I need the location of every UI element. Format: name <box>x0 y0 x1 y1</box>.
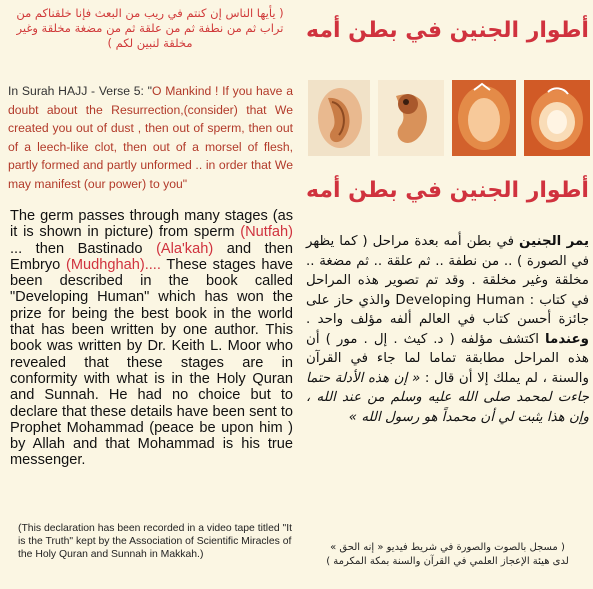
term-alakah: (Ala'kah) <box>156 240 214 257</box>
arabic-quote: « إن هذه الأدلة حتما جاءت لمحمد صلى الله عليه وسلم من عند الله ، وإن هذا يثبت لي أن محمداً هو رسول الله » <box>306 370 589 425</box>
body-text-3: and then Embryo <box>10 240 294 273</box>
embryo-stage-4-image <box>524 80 590 156</box>
page-title-arabic: أطوار الجنين في بطن أمه <box>306 18 589 43</box>
arabic-body <box>306 232 589 427</box>
arabic-text-3: اكتشف مؤلفه ( د. كيث . إل . مور ) أن هذه المراحل مطابقة تماما لما جاء في القرآن والسنة ، لم يملك إلا أن قال : <box>306 331 589 386</box>
arabic-bold-lead-1: يمر الجنين <box>519 234 589 249</box>
arabic-bold-lead-2: وعندما <box>545 331 589 347</box>
section-title-arabic: أطوار الجنين في بطن أمه <box>306 178 589 203</box>
embryo-stage-3-image <box>452 80 516 156</box>
arabic-text-1: في بطن أمه بعدة مراحل ( كما يظهر في الصورة ) .. من نطفة .. ثم علقة .. ثم مضغة .. مخلقة وغير مخلقة . <box>306 234 589 288</box>
quran-quote-arabic: ( يأيها الناس إن كنتم في ريب من البعث فإنا خلقناكم من تراب ثم من نطفة ثم من علقة ثم من مضغة مخلقة وغير مخلقة لنبين لكم ) <box>16 6 284 50</box>
term-nutfah: (Nutfah) <box>240 224 293 241</box>
term-mudhghah: (Mudhghah).... <box>66 256 161 273</box>
body-text-4: These stages have been described in the book called "Developing Human" which has won the prize for being the best book in the world that has been written by one author. This book was written by Dr. Keith L. Moor who revealed that these stages are in conformity with what is in the Holy Quran and Sunnah. He had no choice but to declare that these details have been sent to Prophet Mohammad (peace be upon him ) by Allah and that Mohammad is his true messenger. <box>10 256 293 469</box>
body-text-1: The germ passes through many stages (as it is shown in picture) from sperm <box>10 208 293 241</box>
verse-text: O Mankind ! If you have a doubt about the Resurrection,(consider) that We created you out of dust , then out of sperm, then out of a leech-like clot, then out of a morsel of flesh, partly formed and partly unformed .. in order that We may manifest (our power) to you" <box>8 84 293 191</box>
english-body <box>10 208 293 469</box>
embryo-stage-2-image <box>378 80 444 156</box>
arabic-source-line-1: ( مسجل بالصوت والصورة في شريط فيديو « إنه الحق » <box>330 542 565 553</box>
arabic-source-note <box>306 541 589 569</box>
embryo-stages-images <box>308 80 590 160</box>
verse-lead: In Surah HAJJ - Verse 5: " <box>8 84 152 98</box>
arabic-source-line-2: لدى هيئة الإعجاز العلمي في القرآن والسنة بمكة المكرمة ) <box>326 556 569 567</box>
declaration-note: (This declaration has been recorded in a video tape titled "It is the Truth" kept by the Association of Scientific Miracles of the Holy Quran and Sunnah in Makkah.) <box>18 523 293 560</box>
verse-translation <box>8 82 293 193</box>
embryo-stage-1-image <box>308 80 370 156</box>
arabic-text-2: وقد تم تصوير هذه المراحل في كتاب : Developing Human والذي حاز على جائزة أحسن كتاب في العالم ألفه مؤلف واحد . <box>306 273 589 327</box>
body-text-2: ... then Bastinado <box>10 240 143 257</box>
